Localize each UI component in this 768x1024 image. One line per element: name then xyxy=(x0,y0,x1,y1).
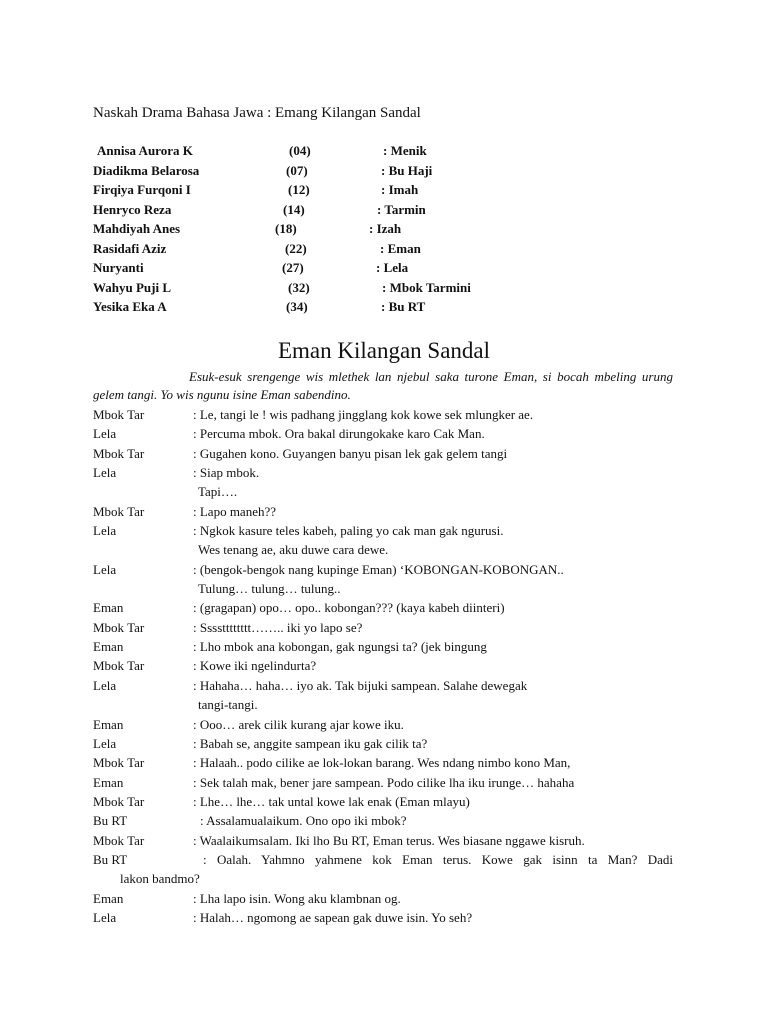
stage-direction: Esuk-esuk srengenge wis mlethek lan njebul saka turone Eman, si bocah mbeling urung gelem tangi. Yo wis ngunu isine Eman sabendino. xyxy=(93,369,673,402)
speaker-name: Mbok Tar xyxy=(93,832,145,848)
dialogue-text: : Percuma mbok. Ora bakal dirungokake karo Cak Man. xyxy=(193,426,485,442)
speaker-name: Lela xyxy=(93,909,117,925)
dialogue-line xyxy=(0,889,768,908)
speaker-name: Eman xyxy=(93,639,124,655)
cast-name: Annisa Aurora K xyxy=(97,143,193,158)
cast-role: : Bu RT xyxy=(381,299,426,314)
cast-role: : Imah xyxy=(381,182,419,197)
dialogue-text: : Halah… ngomong ae sapean gak duwe isin. Yo seh? xyxy=(193,909,473,925)
dialogue-text: tangi-tangi. xyxy=(198,697,258,713)
speaker-name: Bu RT xyxy=(93,813,128,829)
dialogue-text: : Lho mbok ana kobongan, gak ngungsi ta? (jek bingung xyxy=(193,639,487,655)
cast-role: : Mbok Tarmini xyxy=(382,279,471,295)
cast-row xyxy=(0,202,768,221)
dialogue-line xyxy=(0,715,768,734)
speaker-name: Mbok Tar xyxy=(93,619,145,635)
speaker-name: Lela xyxy=(93,561,117,577)
dialogue-line xyxy=(0,444,768,463)
dialogue-continuation xyxy=(0,695,768,714)
cast-row xyxy=(0,163,768,182)
dialogue-text: : Lapo maneh?? xyxy=(193,503,277,519)
dialogue-text: Wes tenang ae, aku duwe cara dewe. xyxy=(198,542,389,558)
cast-role: : Tarmin xyxy=(377,201,426,217)
cast-role: : Izah xyxy=(369,221,402,236)
cast-row xyxy=(0,143,768,162)
cast-row xyxy=(0,182,768,201)
speaker-name: Lela xyxy=(93,677,117,693)
document-title: Naskah Drama Bahasa Jawa : Emang Kilangan Sandal xyxy=(93,105,421,121)
dialogue-text: Tapi…. xyxy=(198,484,238,500)
dialogue-line xyxy=(0,676,768,695)
speaker-name: Mbok Tar xyxy=(93,445,145,461)
cast-row xyxy=(0,260,768,279)
dialogue-line xyxy=(0,850,768,869)
cast-row xyxy=(0,221,768,240)
dialogue-continuation xyxy=(0,869,768,888)
speaker-name: Lela xyxy=(93,735,117,751)
dialogue-text: : (gragapan) opo… opo.. kobongan??? (kaya kabeh diinteri) xyxy=(193,600,505,616)
speaker-name: Mbok Tar xyxy=(93,407,145,422)
dialogue-line xyxy=(0,502,768,521)
dialogue-line xyxy=(0,792,768,811)
speaker-name: Mbok Tar xyxy=(93,755,145,771)
speaker-name: Mbok Tar xyxy=(93,793,145,809)
speaker-name: Eman xyxy=(93,774,124,790)
dialogue-continuation xyxy=(0,482,768,501)
speaker-name: Lela xyxy=(93,523,117,539)
dialogue-text: : Ooo… arek cilik kurang ajar kowe iku. xyxy=(193,716,404,732)
dialogue-text: : Siap mbok. xyxy=(193,465,260,481)
dialogue-text: : Kowe iki ngelindurta? xyxy=(193,658,317,674)
dialogue-text: : Le, tangi le ! wis padhang jingglang kok kowe sek mlungker ae. xyxy=(193,407,534,422)
dialogue xyxy=(0,405,768,927)
dialogue-continuation xyxy=(0,579,768,598)
dialogue-line xyxy=(0,811,768,830)
dialogue-line xyxy=(0,424,768,443)
dialogue-line xyxy=(0,637,768,656)
cast-number: (34) xyxy=(286,299,308,314)
speaker-name: Lela xyxy=(93,426,117,442)
dialogue-continuation xyxy=(0,540,768,559)
dialogue-text: : Lhe… lhe… tak untal kowe lak enak (Eman mlayu) xyxy=(193,793,470,809)
cast-number: (32) xyxy=(288,279,310,295)
cast-name: Yesika Eka A xyxy=(93,299,167,314)
speaker-name: Lela xyxy=(93,465,117,481)
cast-role: : Menik xyxy=(383,143,427,158)
dialogue-line xyxy=(0,560,768,579)
dialogue-line xyxy=(0,831,768,850)
dialogue-text: : Waalaikumsalam. Iki lho Bu RT, Eman terus. Wes biasane nggawe kisruh. xyxy=(193,832,585,848)
dialogue-line xyxy=(0,405,768,424)
cast-role: : Bu Haji xyxy=(381,162,433,178)
dialogue-line xyxy=(0,753,768,772)
cast-number: (07) xyxy=(286,162,308,178)
speaker-name: Mbok Tar xyxy=(93,503,145,519)
cast-number: (18) xyxy=(275,221,297,236)
dialogue-line xyxy=(0,908,768,927)
cast-name: Nuryanti xyxy=(93,260,144,275)
cast-number: (22) xyxy=(285,240,307,256)
speaker-name: Eman xyxy=(93,716,124,732)
dialogue-text: : Sek talah mak, bener jare sampean. Podo cilike lha iku irunge… hahaha xyxy=(193,774,575,790)
dialogue-text: : Oalah. Yahmno yahmene kok Eman terus. Kowe gak isinn ta Man? Dadi xyxy=(203,851,673,867)
dialogue-line xyxy=(0,734,768,753)
cast-number: (27) xyxy=(282,260,304,275)
cast-number: (12) xyxy=(288,182,310,197)
cast-name: Diadikma Belarosa xyxy=(93,162,200,178)
cast-name: Wahyu Puji L xyxy=(93,279,172,295)
cast-row xyxy=(0,241,768,260)
speaker-name: Eman xyxy=(93,600,124,616)
dialogue-line xyxy=(0,773,768,792)
cast-number: (04) xyxy=(289,143,311,158)
dialogue-line xyxy=(0,463,768,482)
play-title: Eman Kilangan Sandal xyxy=(277,338,491,363)
dialogue-line xyxy=(0,656,768,675)
dialogue-text: : Lha lapo isin. Wong aku klambnan og. xyxy=(193,890,401,906)
cast-row xyxy=(0,280,768,299)
cast-role: : Eman xyxy=(380,240,421,256)
cast-name: Henryco Reza xyxy=(93,201,172,217)
cast-number: (14) xyxy=(283,201,305,217)
cast-row xyxy=(0,299,768,318)
dialogue-text: : Sssstttttttt…….. iki yo lapo se? xyxy=(193,619,363,635)
speaker-name: Eman xyxy=(93,890,124,906)
dialogue-line xyxy=(0,598,768,617)
dialogue-text: : Ngkok kasure teles kabeh, paling yo cak man gak ngurusi. xyxy=(193,523,504,539)
cast-role: : Lela xyxy=(376,260,409,275)
dialogue-text: : Hahaha… haha… iyo ak. Tak bijuki sampean. Salahe dewegak xyxy=(193,677,528,693)
cast-name: Rasidafi Aziz xyxy=(93,240,167,256)
dialogue-text: lakon bandmo? xyxy=(120,871,200,887)
speaker-name: Mbok Tar xyxy=(93,658,145,674)
dialogue-line xyxy=(0,521,768,540)
dialogue-text: : Gugahen kono. Guyangen banyu pisan lek gak gelem tangi xyxy=(193,445,508,461)
speaker-name: Bu RT xyxy=(93,851,128,867)
cast-name: Mahdiyah Anes xyxy=(93,221,181,236)
dialogue-line xyxy=(0,618,768,637)
dialogue-text: : Halaah.. podo cilike ae lok-lokan barang. Wes ndang nimbo kono Man, xyxy=(193,755,571,771)
dialogue-text: Tulung… tulung… tulung.. xyxy=(198,581,341,597)
dialogue-text: : Babah se, anggite sampean iku gak cilik ta? xyxy=(193,735,428,751)
dialogue-text: : Assalamualaikum. Ono opo iki mbok? xyxy=(200,813,407,829)
dialogue-text: : (bengok-bengok nang kupinge Eman) ‘KOBONGAN-KOBONGAN.. xyxy=(193,561,564,577)
cast-name: Firqiya Furqoni I xyxy=(93,182,191,197)
